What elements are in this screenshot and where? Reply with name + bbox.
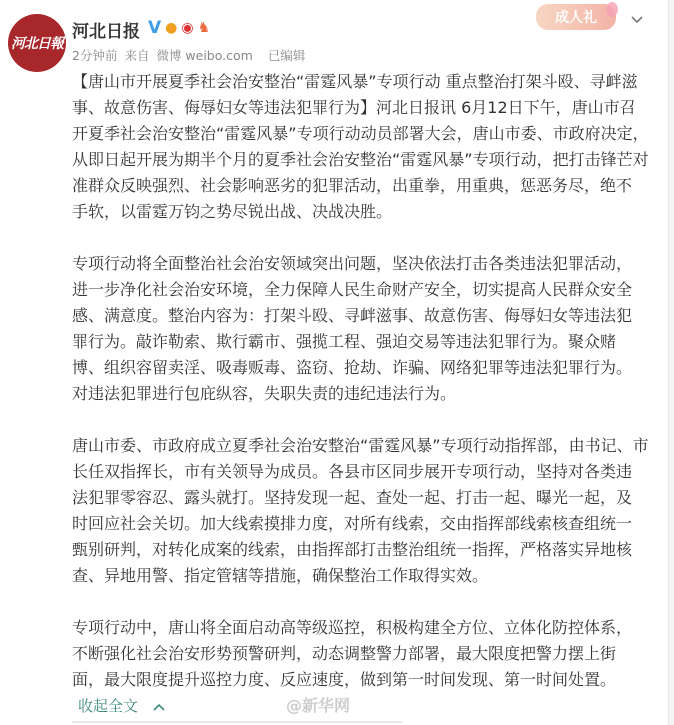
paragraph-line: 长任双指挥长，市有关领导为成员。各县市区同步展开专项行动，坚持对各类违 [72, 462, 633, 481]
source-prefix: 来自 [124, 48, 150, 63]
post-paragraph [72, 251, 662, 407]
collapse-label: 收起全文 [78, 697, 139, 715]
paragraph-line: 准群众反映强烈、社会影响恶劣的犯罪活动，出重拳，用重典，惩恶务尽，绝不 [72, 176, 633, 195]
post-meta [72, 46, 308, 64]
chevron-up-icon [153, 697, 165, 715]
verified-badge-icon[interactable]: V [148, 18, 162, 38]
medal-icon[interactable]: ● [165, 20, 178, 36]
promo-banner[interactable]: 成人礼 [536, 4, 616, 30]
paragraph-line: 查、异地用警、指定管辖等措施，确保整治工作取得实效。 [72, 566, 489, 585]
avatar-logo: 河北日報 [11, 36, 63, 52]
collapse-full-text-button[interactable] [78, 696, 165, 716]
edited-label[interactable]: 已编辑 [267, 48, 306, 63]
post-time[interactable]: 2分钟前 [72, 48, 118, 63]
paragraph-line: 感、满意度。整治内容为：打架斗殴、寻衅滋事、故意伤害、侮辱妇女等违法犯 [72, 306, 633, 325]
paragraph-line: 罪行为。敲诈勒索、欺行霸市、强揽工程、强迫交易等违法犯罪行为。聚众赌 [72, 332, 617, 351]
paragraph-line: 专项行动中，唐山将全面启动高等级巡控，积极构建全方位、立体化防控体系， [72, 618, 633, 637]
chevron-down-icon[interactable] [630, 10, 644, 24]
post-body [72, 69, 662, 693]
post-paragraph [72, 615, 662, 693]
paragraph-line: 不断强化社会治安形势预警研判，动态调整警力部署，最大限度把警力摆上街 [72, 644, 617, 663]
paragraph-line: 面，最大限度提升巡控力度、反应速度，做到第一时间发现、第一时间处置。 [72, 670, 617, 689]
paragraph-line: 事、故意伤害、侮辱妇女等违法犯罪行为】河北日报讯 6月12日下午，唐山市召 [72, 98, 636, 117]
paragraph-line: 博、组织容留卖淫、吸毒贩毒、盗窃、抢劫、诈骗、网络犯罪等违法犯罪行为。 [72, 358, 633, 377]
paragraph-line: 【唐山市开展夏季社会治安整治“雷霆风暴”专项行动 重点整治打架斗殴、寻衅滋 [72, 72, 638, 91]
paragraph-line: 法犯罪零容忍、露头就打。坚持发现一起、查处一起、打击一起、曝光一起，及 [72, 488, 633, 507]
fan-badge-icon[interactable]: ♞ [197, 20, 211, 36]
paragraph-line: 时回应社会关切。加大线索摸排力度，对所有线索，交由指挥部线索核查组统一 [72, 514, 633, 533]
paragraph-line: 进一步净化社会治安环境，全力保障人民生命财产安全，切实提高人民群众安全 [72, 280, 633, 299]
account-name[interactable]: 河北日报 [72, 22, 140, 42]
paragraph-line: 对违法犯罪进行包庇纵容，失职失责的违纪违法行为。 [72, 384, 457, 403]
divider [72, 721, 402, 723]
mascot-icon[interactable]: ◉ [181, 20, 194, 36]
post-source[interactable]: 微博 weibo.com [156, 48, 253, 63]
paragraph-line: 专项行动将全面整治社会治安领域突出问题，坚决依法打击各类违法犯罪活动， [72, 254, 633, 273]
paragraph-line: 唐山市委、市政府成立夏季社会治安整治“雷霆风暴”专项行动指挥部，由书记、市 [72, 436, 649, 455]
paragraph-line: 手软，以雷霆万钧之势尽锐出战、决战决胜。 [72, 202, 393, 221]
paragraph-line: 从即日起开展为期半个月的夏季社会治安整治“雷霆风暴”专项行动，把打击锋芒对 [72, 150, 649, 169]
avatar[interactable] [8, 14, 66, 72]
badges [148, 18, 210, 38]
watermark: @新华网 [286, 696, 351, 715]
scrollbar[interactable] [668, 0, 674, 725]
paragraph-line: 开夏季社会治安整治“雷霆风暴”专项行动动员部署大会，唐山市委、市政府决定， [72, 124, 649, 143]
post-paragraph [72, 433, 662, 589]
balloon-icon [606, 2, 618, 17]
post-paragraph [72, 69, 662, 225]
paragraph-line: 甄别研判，对转化成案的线索，由指挥部打击整治组统一指挥，严格落实异地核 [72, 540, 633, 559]
